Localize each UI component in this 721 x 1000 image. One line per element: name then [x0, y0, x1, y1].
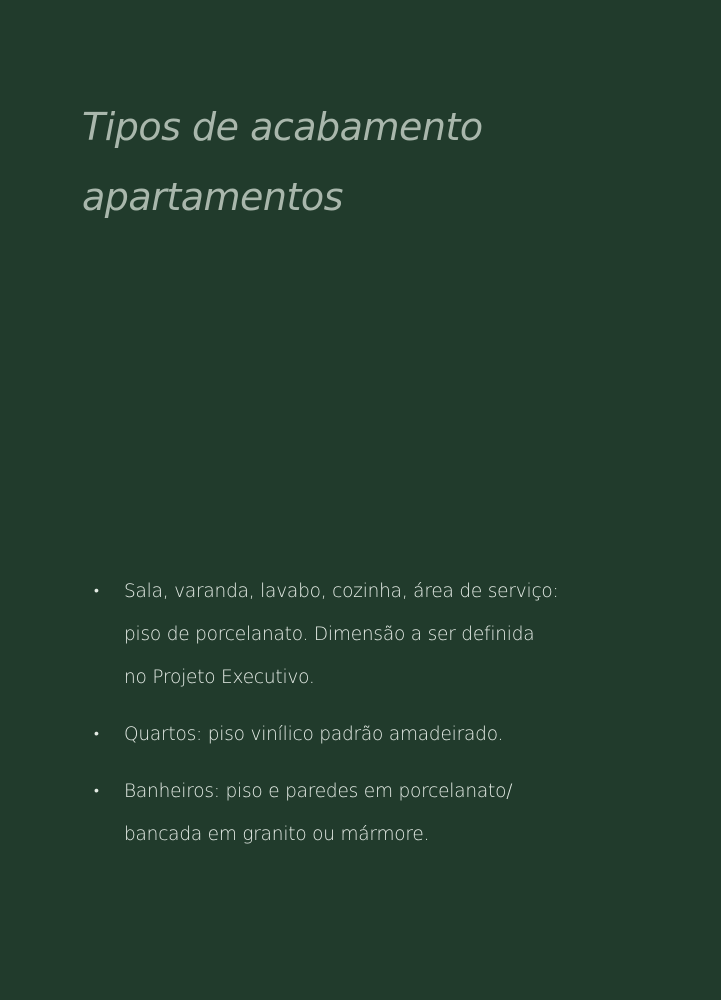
finish-list	[90, 570, 650, 870]
list-item-bedrooms	[90, 713, 650, 756]
page-title	[82, 92, 682, 232]
bullet-icon: •	[94, 583, 99, 599]
list-item-line: Banheiros: piso e paredes em porcelanato/	[124, 781, 513, 802]
list-item-line: Sala, varanda, lavabo, cozinha, área de serviço:	[124, 581, 559, 602]
list-item-bathrooms	[90, 770, 650, 856]
page-title-line-2: apartamentos	[82, 175, 343, 219]
page-title-line-1: Tipos de acabamento	[82, 105, 483, 149]
list-item-living-areas	[90, 570, 650, 699]
list-item-line: bancada em granito ou mármore.	[124, 824, 430, 845]
bullet-icon: •	[94, 726, 99, 742]
list-item-line: no Projeto Executivo.	[124, 667, 315, 688]
list-item-line: Quartos: piso vinílico padrão amadeirado.	[124, 724, 504, 745]
bullet-icon: •	[94, 783, 99, 799]
list-item-line: piso de porcelanato. Dimensão a ser definida	[124, 624, 535, 645]
